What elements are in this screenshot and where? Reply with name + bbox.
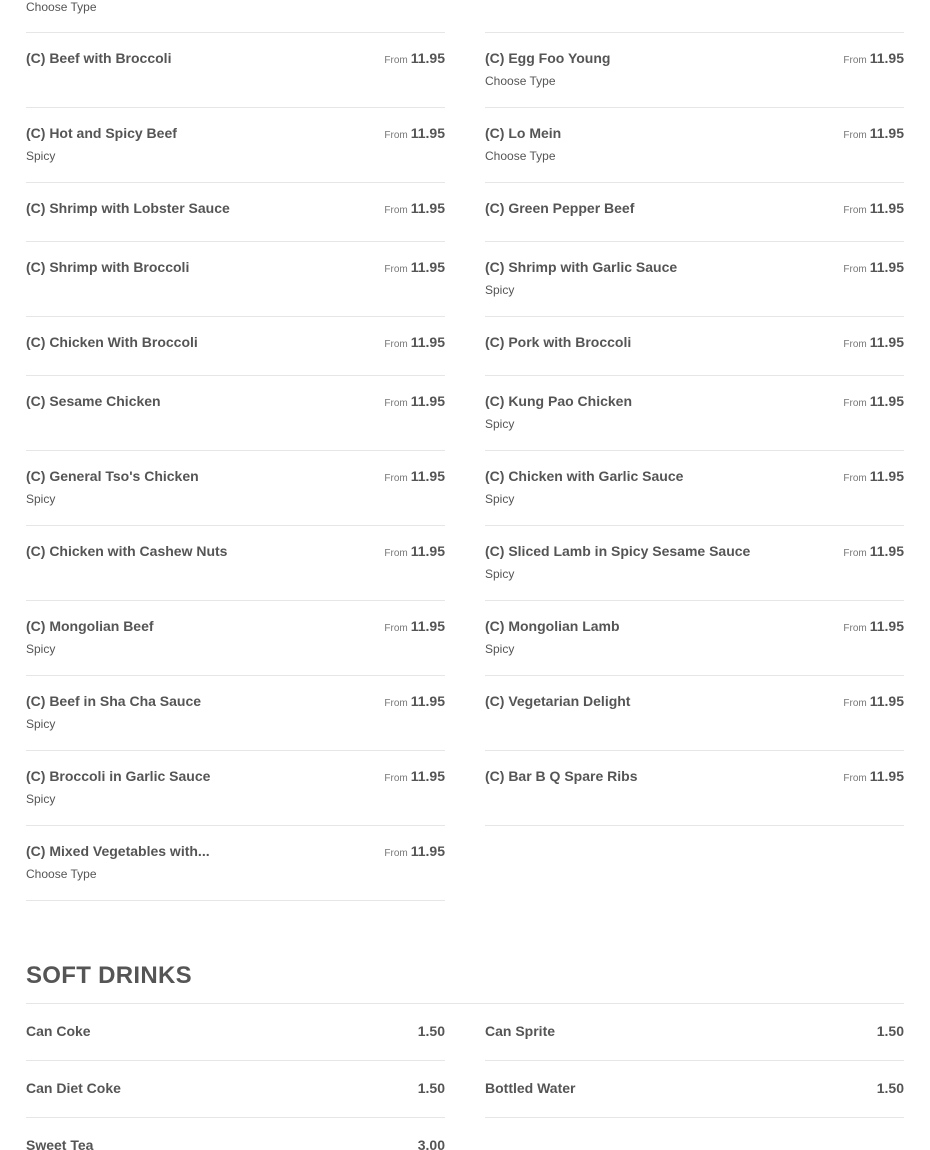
- menu-item[interactable]: [485, 108, 904, 183]
- drink-price: [877, 1080, 904, 1097]
- menu-item-note: Spicy: [485, 642, 515, 656]
- menu-item-price: [384, 125, 445, 144]
- price-from-label: From: [843, 398, 867, 409]
- menu-item-name: (C) Egg Foo Young: [485, 50, 611, 66]
- drink-item[interactable]: [485, 1061, 904, 1118]
- menu-item[interactable]: [26, 242, 445, 317]
- price-amount: 11.95: [869, 334, 904, 350]
- menu-item[interactable]: [485, 183, 904, 242]
- price-amount: 11.95: [410, 618, 445, 634]
- price-from-label: From: [384, 264, 408, 275]
- price-amount: 11.95: [410, 334, 445, 350]
- menu-item-price: [843, 393, 904, 412]
- menu-item-name: (C) General Tso's Chicken: [26, 468, 199, 484]
- price-amount: 11.95: [410, 693, 445, 709]
- menu-item[interactable]: [26, 108, 445, 183]
- menu-item[interactable]: [26, 33, 445, 108]
- menu-item-note: Spicy: [26, 717, 56, 731]
- menu-item-price: [384, 693, 445, 712]
- price-from-label: From: [843, 264, 867, 275]
- menu-item-name: (C) Vegetarian Delight: [485, 693, 631, 709]
- menu-item-name: (C) Chicken With Broccoli: [26, 334, 198, 350]
- price-amount: 11.95: [869, 468, 904, 484]
- menu-item-price: [384, 200, 445, 219]
- menu-item-name: (C) Broccoli in Garlic Sauce: [26, 768, 211, 784]
- price-from-label: From: [843, 205, 867, 216]
- menu-item-price: [384, 393, 445, 412]
- menu-item-name: (C) Green Pepper Beef: [485, 200, 635, 216]
- price-from-label: From: [384, 130, 408, 141]
- menu-item-name: (C) Bar B Q Spare Ribs: [485, 768, 638, 784]
- menu-item-note: Spicy: [26, 149, 56, 163]
- price-from-label: From: [384, 473, 408, 484]
- menu-item[interactable]: [26, 376, 445, 451]
- price-amount: 11.95: [410, 768, 445, 784]
- menu-item-note: Choose Type: [26, 867, 97, 881]
- menu-item-name: (C) Shrimp with Lobster Sauce: [26, 200, 230, 216]
- price-from-label: From: [843, 339, 867, 350]
- price-from-label: From: [384, 55, 408, 66]
- soft-drinks-grid: [26, 1004, 904, 1150]
- drink-item[interactable]: [485, 1004, 904, 1061]
- menu-item-name: (C) Mongolian Lamb: [485, 618, 620, 634]
- price-from-label: From: [843, 130, 867, 141]
- menu-item-name: (C) Lo Mein: [485, 125, 562, 141]
- menu-item-price: [384, 50, 445, 69]
- menu-item-note: Choose Type: [485, 74, 556, 88]
- price-from-label: From: [384, 698, 408, 709]
- menu-item-note: Spicy: [485, 567, 515, 581]
- drink-name: Bottled Water: [485, 1080, 576, 1096]
- price-from-label: From: [843, 698, 867, 709]
- menu-item-price: [843, 543, 904, 562]
- menu-item[interactable]: [26, 751, 445, 826]
- drink-item[interactable]: [26, 1118, 445, 1150]
- price-amount: 11.95: [869, 693, 904, 709]
- menu-item[interactable]: [485, 451, 904, 526]
- menu-item-note: Spicy: [26, 642, 56, 656]
- price-from-label: From: [384, 548, 408, 559]
- menu-item[interactable]: [485, 242, 904, 317]
- item-option-note: Choose Type: [26, 0, 97, 14]
- menu-item-note: Spicy: [26, 792, 56, 806]
- menu-item[interactable]: [485, 526, 904, 601]
- price-amount: 11.95: [869, 50, 904, 66]
- menu-item-price: [843, 259, 904, 278]
- menu-item-price: [384, 468, 445, 487]
- price-amount: 11.95: [869, 125, 904, 141]
- menu-item-price: [384, 334, 445, 353]
- price-amount: 11.95: [869, 393, 904, 409]
- drink-name: Can Sprite: [485, 1023, 556, 1039]
- menu-item-price: [843, 50, 904, 69]
- price-from-label: From: [843, 773, 867, 784]
- menu-item-name: (C) Sliced Lamb in Spicy Sesame Sauce: [485, 543, 751, 559]
- price-amount: 11.95: [410, 259, 445, 275]
- price-amount: 11.95: [869, 768, 904, 784]
- menu-item[interactable]: [26, 526, 445, 601]
- menu-item-price: [384, 843, 445, 862]
- menu-item-name: (C) Beef with Broccoli: [26, 50, 172, 66]
- price-from-label: From: [843, 55, 867, 66]
- price-amount: 11.95: [410, 393, 445, 409]
- menu-item-name: (C) Pork with Broccoli: [485, 334, 632, 350]
- price-amount: 11.95: [410, 468, 445, 484]
- menu-item-price: [843, 125, 904, 144]
- menu-item[interactable]: [26, 183, 445, 242]
- price-from-label: From: [843, 473, 867, 484]
- drink-item[interactable]: [26, 1061, 445, 1118]
- price-amount: 1.50: [876, 1023, 904, 1039]
- menu-item-price: [384, 543, 445, 562]
- menu-item-name: (C) Sesame Chicken: [26, 393, 161, 409]
- menu-items-grid: [26, 33, 904, 901]
- price-from-label: From: [384, 339, 408, 350]
- price-amount: 11.95: [869, 200, 904, 216]
- price-from-label: From: [384, 848, 408, 859]
- drink-price: [418, 1023, 445, 1040]
- price-amount: 11.95: [410, 125, 445, 141]
- menu-item[interactable]: [485, 601, 904, 676]
- menu-item-name: (C) Kung Pao Chicken: [485, 393, 633, 409]
- menu-item-price: [843, 200, 904, 219]
- menu-item[interactable]: [26, 826, 445, 901]
- price-amount: 11.95: [869, 618, 904, 634]
- price-amount: 1.50: [417, 1023, 445, 1039]
- menu-item-note: Spicy: [485, 283, 515, 297]
- menu-item[interactable]: [485, 751, 904, 826]
- menu-item[interactable]: [485, 33, 904, 108]
- menu-item-note: Spicy: [485, 492, 515, 506]
- menu-item-note: Spicy: [485, 417, 515, 431]
- section-title-soft-drinks: SOFT DRINKS: [26, 962, 192, 989]
- menu-item-name: (C) Chicken with Garlic Sauce: [485, 468, 684, 484]
- price-from-label: From: [384, 773, 408, 784]
- price-from-label: From: [843, 548, 867, 559]
- drink-name: Can Coke: [26, 1023, 91, 1039]
- menu-item-price: [384, 768, 445, 787]
- menu-item[interactable]: [485, 376, 904, 451]
- menu-item-name: (C) Chicken with Cashew Nuts: [26, 543, 228, 559]
- menu-item-name: (C) Shrimp with Garlic Sauce: [485, 259, 678, 275]
- menu-item-price: [384, 618, 445, 637]
- menu-item-name: (C) Mongolian Beef: [26, 618, 154, 634]
- price-from-label: From: [384, 205, 408, 216]
- menu-item-name: (C) Beef in Sha Cha Sauce: [26, 693, 202, 709]
- menu-item-price: [384, 259, 445, 278]
- drink-price: [418, 1137, 445, 1150]
- menu-item-price: [843, 618, 904, 637]
- menu-item-price: [843, 768, 904, 787]
- menu-item-name: (C) Mixed Vegetables with...: [26, 843, 210, 859]
- empty-cell: [485, 826, 904, 901]
- drink-item[interactable]: [26, 1004, 445, 1061]
- menu-item[interactable]: [26, 317, 445, 376]
- drink-price: [418, 1080, 445, 1097]
- menu-item-price: [843, 468, 904, 487]
- menu-item-price: [843, 334, 904, 353]
- menu-item[interactable]: [485, 676, 904, 751]
- price-from-label: From: [384, 623, 408, 634]
- menu-item-note: Choose Type: [485, 149, 556, 163]
- menu-item-name: (C) Hot and Spicy Beef: [26, 125, 177, 141]
- price-from-label: From: [843, 623, 867, 634]
- menu-item[interactable]: [26, 676, 445, 751]
- menu-item-name: (C) Shrimp with Broccoli: [26, 259, 190, 275]
- drink-price: [877, 1023, 904, 1040]
- price-amount: 11.95: [410, 200, 445, 216]
- menu-item[interactable]: [485, 317, 904, 376]
- menu-item[interactable]: [26, 451, 445, 526]
- price-amount: 3.00: [417, 1137, 445, 1150]
- menu-item-note: Spicy: [26, 492, 56, 506]
- price-amount: 1.50: [417, 1080, 445, 1096]
- menu-item-price: [843, 693, 904, 712]
- price-from-label: From: [384, 398, 408, 409]
- price-amount: 11.95: [410, 50, 445, 66]
- drink-name: Sweet Tea: [26, 1137, 94, 1150]
- price-amount: 11.95: [410, 843, 445, 859]
- drink-name: Can Diet Coke: [26, 1080, 121, 1096]
- price-amount: 11.95: [869, 543, 904, 559]
- menu-item[interactable]: [26, 601, 445, 676]
- price-amount: 1.50: [876, 1080, 904, 1096]
- price-amount: 11.95: [410, 543, 445, 559]
- price-amount: 11.95: [869, 259, 904, 275]
